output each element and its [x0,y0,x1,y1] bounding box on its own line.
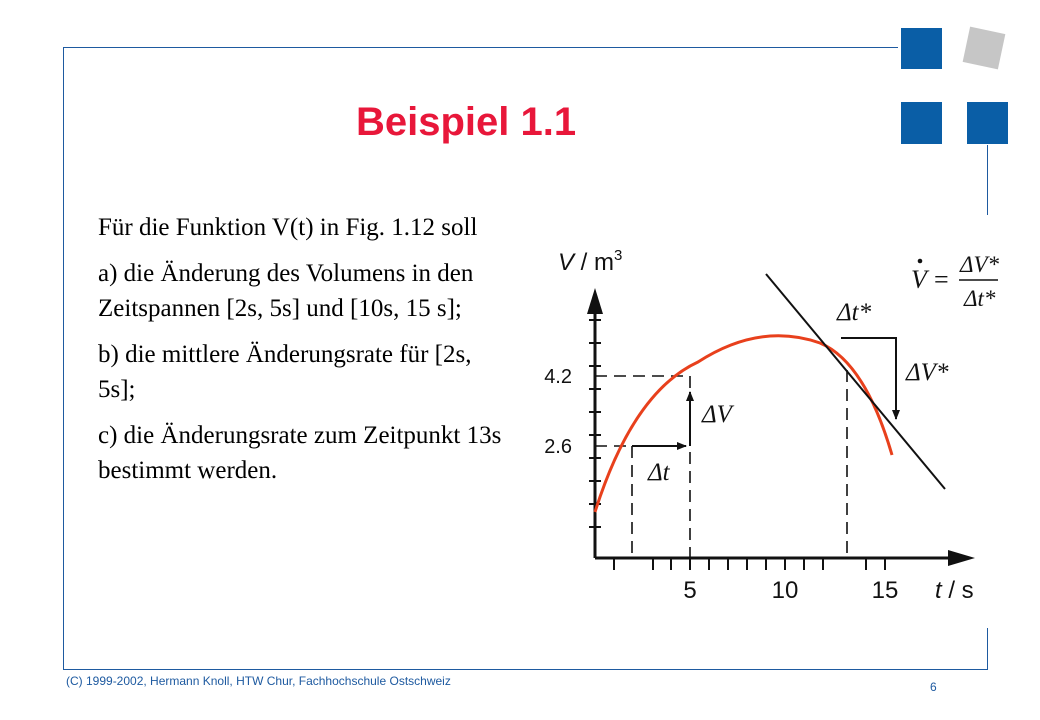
slide-title: Beispiel 1.1 [356,100,577,144]
task-text [98,210,503,499]
x-tick-label-15: 15 [871,577,899,604]
decor-square-bottom-right [967,102,1008,144]
frame-bottom-line [63,669,988,670]
y-axis-label: V / $m^3$ [558,247,623,276]
frame-top-line [63,47,898,48]
task-part-b: b) die mittlere Änderungsrate für [2s, 5s]; [98,341,472,403]
page-number: 6 [930,680,937,694]
x-tick-label-10: 10 [771,577,799,604]
x-tick-label-5: 5 [683,577,697,604]
decor-square-rotated [963,27,1006,70]
y-tick-label-4-2: 4.2 [544,366,572,388]
x-axis-arrow [948,550,975,566]
frame-right-line-lower [987,628,988,670]
formula-denominator: Δt* [964,286,996,311]
x-axis-label: t / s [935,577,974,604]
y-axis-arrow [587,288,603,314]
frame-right-line-upper [987,145,988,215]
formula-equals: = [934,265,949,294]
delta-v-label: ΔV [702,401,732,428]
x-tick-marks [614,558,885,570]
delta-t-label: Δt [648,459,670,486]
delta-t-star-arrow [841,338,896,419]
decor-square-bottom-left [901,102,942,144]
volume-time-figure [520,240,1000,610]
formula-dot [918,259,923,264]
formula-lhs: V [911,265,927,294]
delta-t-star-label: Δt* [837,299,872,326]
decor-square-top-left [901,28,942,69]
formula-numerator: ΔV* [960,252,1000,277]
dashed-guides [595,370,847,558]
footer-copyright: (C) 1999-2002, Hermann Knoll, HTW Chur, Fachhochschule Ostschweiz [66,674,451,688]
task-part-a: a) die Änderung des Volumens in den Zeitspannen [2s, 5s] und [10s, 15 s]; [98,260,474,322]
task-part-c: c) die Änderungsrate zum Zeitpunkt 13s bestimmt werden. [98,422,502,484]
task-intro: Für die Funktion V(t) in Fig. 1.12 soll [98,214,478,241]
frame-left-line [63,47,64,670]
delta-v-star-label: ΔV* [906,359,949,386]
y-tick-label-2-6: 2.6 [544,436,572,458]
